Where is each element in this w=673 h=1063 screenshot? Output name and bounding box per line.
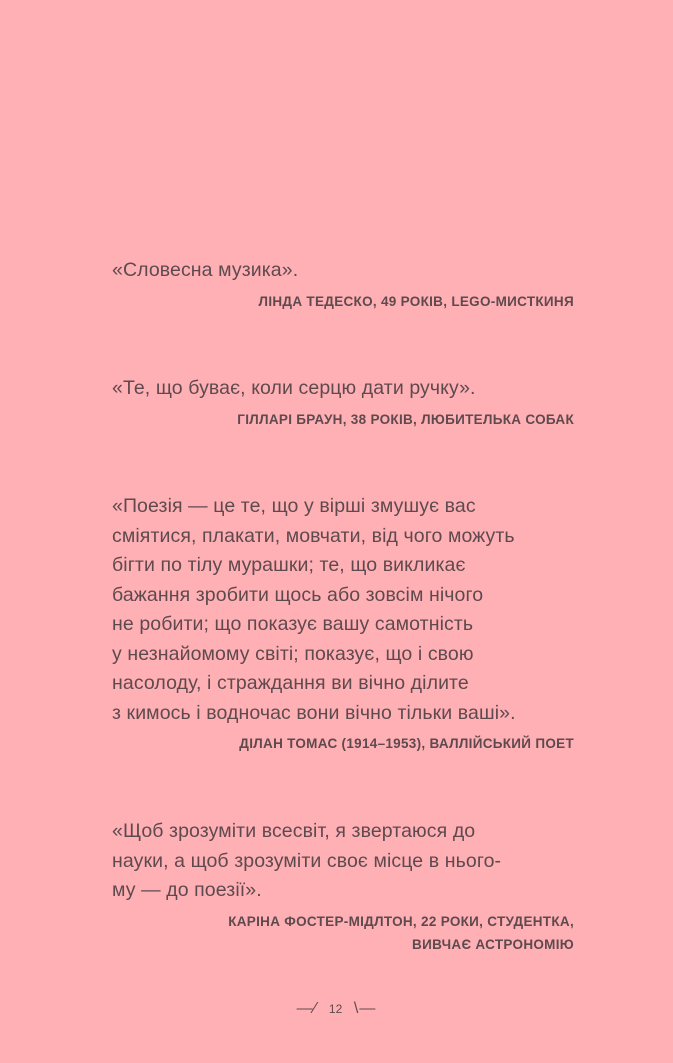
quote-line: сміятися, плакати, мовчати, від чого можуть — [112, 524, 515, 547]
quote-hillary-brown — [112, 374, 574, 431]
quote-attribution — [112, 290, 574, 313]
attribution-line: КАРІНА ФОСТЕР-МІДЛТОН, 22 РОКИ, СТУДЕНТКА, — [228, 913, 574, 929]
quote-line: «Словесна музика». — [112, 259, 299, 281]
quote-attribution — [112, 732, 574, 755]
quote-linda-tedesco — [112, 256, 574, 313]
quote-text — [112, 256, 574, 286]
quote-line: «Те, що буває, коли серцю дати ручку». — [112, 377, 476, 399]
quote-line: з кимось і водночас вони вічно тільки ваші». — [112, 701, 516, 724]
attribution-line: ВИВЧАЄ АСТРОНОМІЮ — [412, 936, 574, 952]
attribution-line: ДІЛАН ТОМАС (1914–1953), ВАЛЛІЙСЬКИЙ ПОЕТ — [239, 736, 574, 751]
quote-dylan-thomas — [112, 492, 574, 755]
quote-attribution — [112, 408, 574, 431]
page-footer — [0, 1000, 673, 1018]
quote-line: науки, а щоб зрозуміти своє місце в нього- — [112, 849, 502, 872]
page-number-right-ornament: \— — [353, 1000, 377, 1017]
quote-text — [112, 817, 574, 906]
quote-text — [112, 374, 574, 404]
quote-line: не робити; що показує вашу самотність — [112, 613, 474, 635]
quote-line: «Поезія — це те, що у вірші змушує вас — [112, 495, 476, 517]
quote-line: бажання зробити щось або зовсім нічого — [112, 583, 484, 606]
attribution-line: ГІЛЛАРІ БРАУН, 38 РОКІВ, ЛЮБИТЕЛЬКА СОБАК — [237, 411, 574, 427]
quote-line: у незнайомому світі; показує, що і свою — [112, 642, 474, 665]
page-number-left-ornament: —⁄ — [296, 1000, 318, 1017]
quote-line: насолоду, і страждання ви вічно ділите — [112, 672, 469, 694]
quote-karina-foster-midlton — [112, 817, 574, 956]
quote-line: «Щоб зрозуміти всесвіт, я звертаюся до — [112, 820, 476, 842]
quote-text — [112, 492, 574, 728]
quote-attribution — [112, 910, 574, 956]
quote-line: бігти по тілу мурашки; те, що викликає — [112, 554, 466, 576]
attribution-line: ЛІНДА ТЕДЕСКО, 49 РОКІВ, LEGO-МИСТКИНЯ — [258, 293, 574, 309]
page-number: 12 — [328, 1002, 343, 1016]
quote-line: му — до поезії». — [112, 879, 262, 901]
